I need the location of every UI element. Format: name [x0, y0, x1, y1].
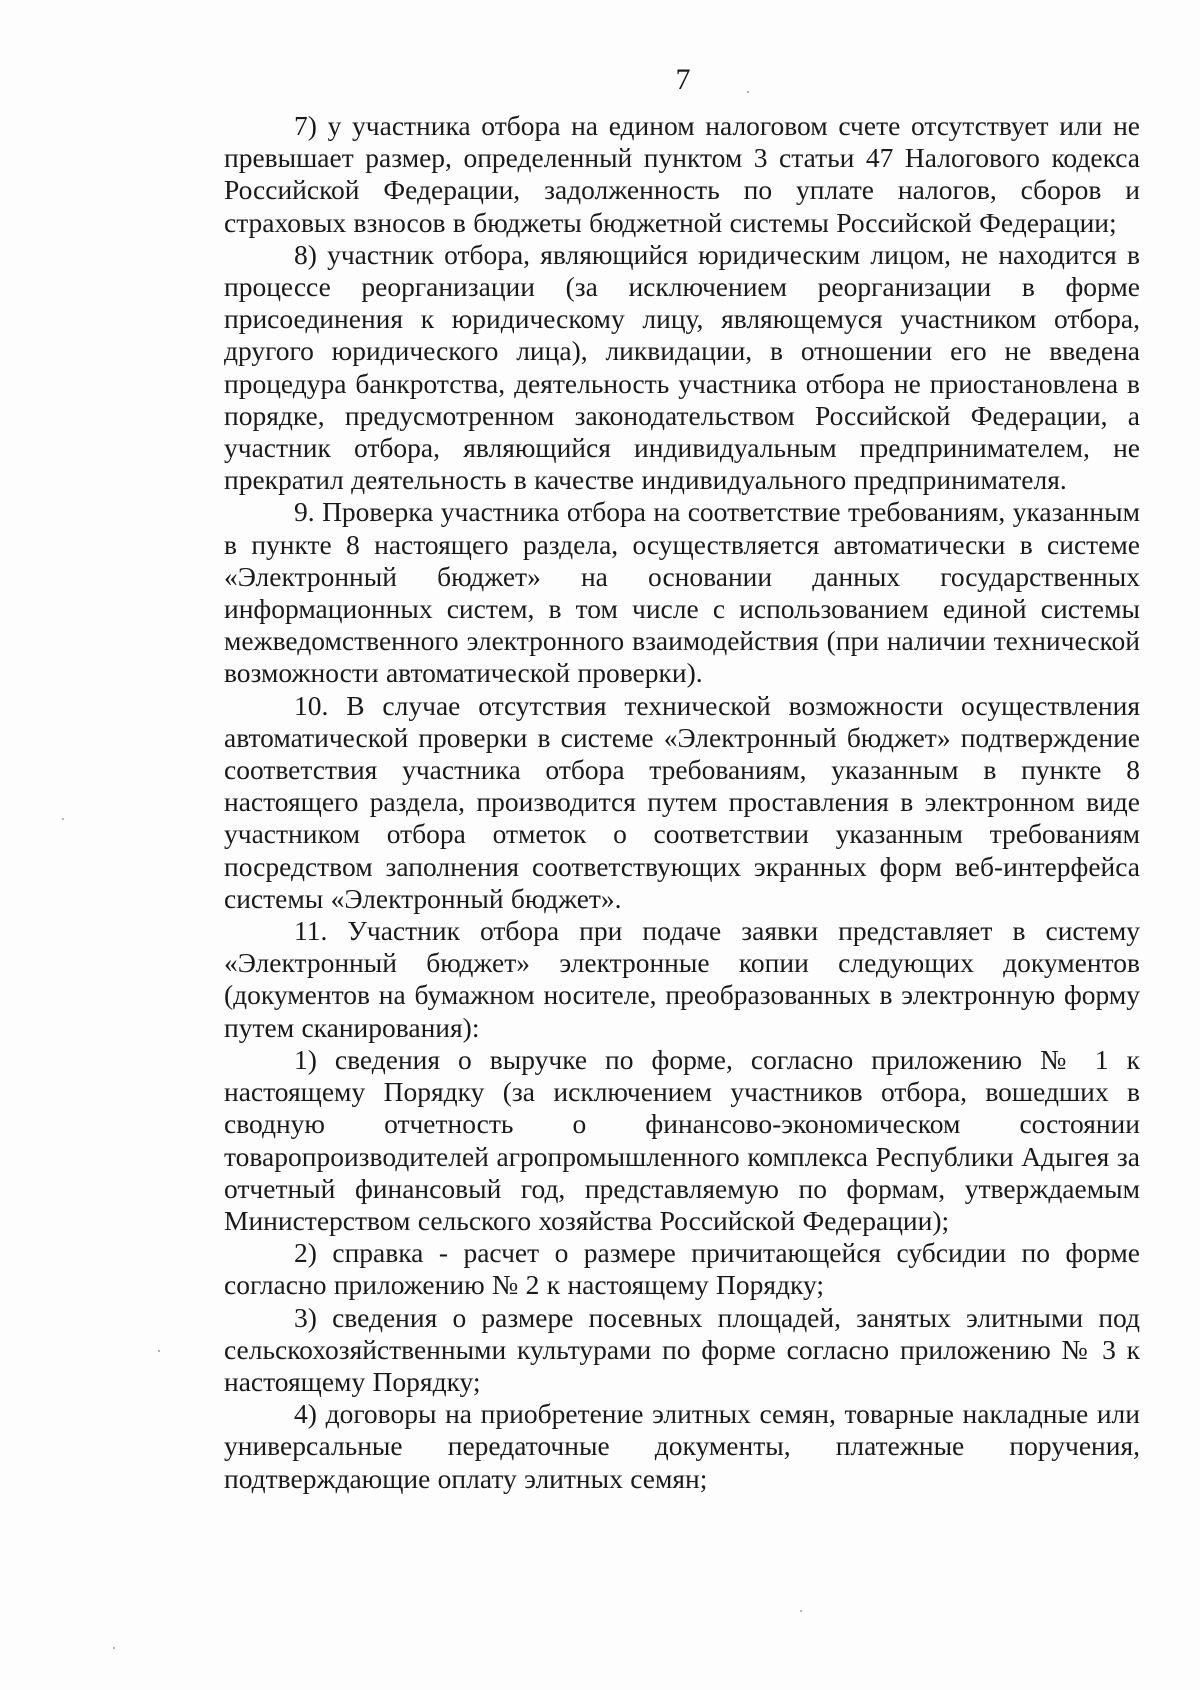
- list-item-3: 3) сведения о размере посевных площадей, занятых элитными под сельскохозяйственными культурами по форме согласно приложению № 3 к настоящему Порядку;: [224, 1301, 1140, 1397]
- scan-speck: [158, 1350, 160, 1352]
- paragraph-item-7: 7) у участника отбора на едином налоговом счете отсутствует или не превышает размер, определенный пунктом 3 статьи 47 Налогового кодекса Российской Федерации, задолженность по уплате налогов, сборов и страховых взносов в бюджеты бюджетной системы Российской Федерации;: [224, 110, 1140, 238]
- paragraph-section-9: 9. Проверка участника отбора на соответствие требованиям, указанным в пункте 8 настоящего раздела, осуществляется автоматически в системе «Электронный бюджет» на основании данных государственных информационных систем, в том числе с использованием единой системы межведомственного электронного взаимодействия (при наличии технической возможности автоматической проверки).: [224, 496, 1140, 689]
- list-item-2: 2) справка - расчет о размере причитающейся субсидии по форме согласно приложению № 2 к настоящему Порядку;: [224, 1237, 1140, 1301]
- document-body: [224, 110, 1140, 1495]
- paragraph-item-8: 8) участник отбора, являющийся юридическим лицом, не находится в процессе реорганизации (за исключением реорганизации в форме присоединения к юридическому лицу, являющемуся участником отбора, другого юридического лица), ликвидации, в отношении его не введена процедура банкротства, деятельность участника отбора не приостановлена в порядке, предусмотренном законодательством Российской Федерации, а участник отбора, являющийся индивидуальным предпринимателем, не прекратил деятельность в качестве индивидуального предпринимателя.: [224, 238, 1140, 496]
- list-item-1: 1) сведения о выручке по форме, согласно приложению № 1 к настоящему Порядку (за исключением участников отбора, вошедших в сводную отчетность о финансово-экономическом состоянии товаропроизводителей агропромышленного комплекса Республики Адыгея за отчетный финансовый год, представляемую по формам, утверждаемым Министерством сельского хозяйства Российской Федерации);: [224, 1043, 1140, 1236]
- scan-speck: [113, 1647, 115, 1649]
- paragraph-section-11: 11. Участник отбора при подаче заявки представляет в систему «Электронный бюджет» электронные копии следующих документов (документов на бумажном носителе, преобразованных в электронную форму путем сканирования):: [224, 915, 1140, 1043]
- scan-speck: [747, 91, 749, 93]
- scan-speck: [62, 818, 64, 820]
- page-number: 7: [675, 63, 691, 96]
- list-item-4: 4) договоры на приобретение элитных семян, товарные накладные или универсальные передаточные документы, платежные поручения, подтверждающие оплату элитных семян;: [224, 1398, 1140, 1494]
- scan-speck: [800, 1610, 802, 1612]
- paragraph-section-10: 10. В случае отсутствия технической возможности осуществления автоматической проверки в системе «Электронный бюджет» подтверждение соответствия участника отбора требованиям, указанным в пункте 8 настоящего раздела, производится путем проставления в электронном виде участником отбора отметок о соответствии указанным требованиям посредством заполнения соответствующих экранных форм веб-интерфейса системы «Электронный бюджет».: [224, 689, 1140, 914]
